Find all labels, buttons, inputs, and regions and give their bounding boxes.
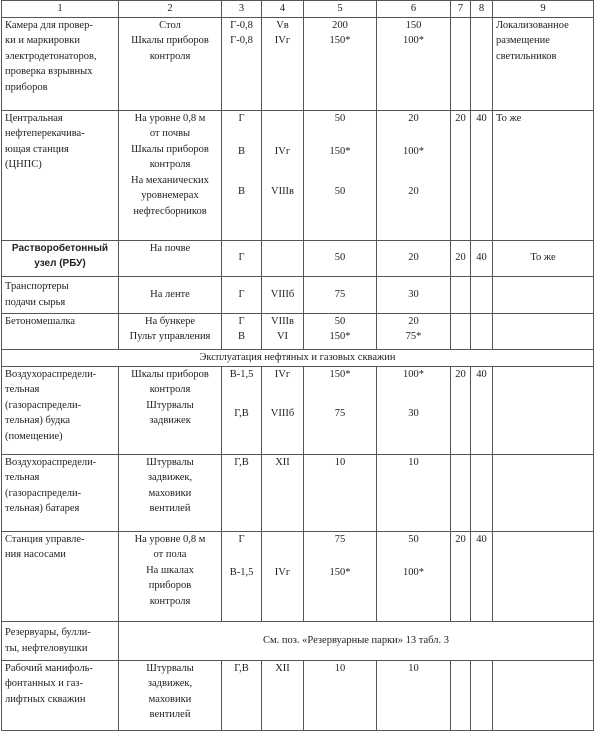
lux-cell: 10 (304, 660, 377, 730)
room-cell: Рабочий манифоль- фонтанных и газ- лифтных скважин (2, 660, 119, 730)
note-cell (493, 313, 594, 349)
table-row (2, 660, 594, 730)
col7-cell (451, 454, 471, 531)
category-cell: VIIIв VI (262, 313, 304, 349)
lux2-cell: 50 100* (377, 531, 451, 621)
surface-cell: Штурвалы задвижек, маховики вентилей (119, 454, 222, 531)
plane-cell: Г (222, 240, 262, 276)
plane-cell: Г-0,8 Г-0,8 (222, 17, 262, 110)
surface-cell: На почве (119, 240, 222, 276)
category-cell: IVг (262, 531, 304, 621)
table-row (2, 110, 594, 240)
lux2-cell: 100* 30 (377, 366, 451, 454)
surface-cell: На уровне 0,8 м от почвы Шкалы приборов контроля На механических уровнемерах нефтесборников (119, 110, 222, 240)
col7-cell (451, 313, 471, 349)
table-row (2, 240, 594, 276)
surface-cell: Стол Шкалы приборов контроля (119, 17, 222, 110)
room-cell: Камера для провер- ки и маркировки электродетонаторов, проверка взрывных приборов (2, 17, 119, 110)
plane-cell: Г В (222, 313, 262, 349)
plane-cell: Г,В (222, 454, 262, 531)
room-cell: Растворобетонный узел (РБУ) (2, 240, 119, 276)
note-cell (493, 276, 594, 313)
table-row (2, 621, 594, 660)
surface-cell: На ленте (119, 276, 222, 313)
note-cell (493, 454, 594, 531)
note-cell (493, 660, 594, 730)
category-cell: Vв IVг (262, 17, 304, 110)
header-cell: 5 (304, 1, 377, 18)
category-cell: IVг VIIIв (262, 110, 304, 240)
note-cell (493, 366, 594, 454)
header-cell: 6 (377, 1, 451, 18)
surface-cell: На уровне 0,8 м от пола На шкалах приборов контроля (119, 531, 222, 621)
table-row (2, 276, 594, 313)
lux2-cell: 10 (377, 660, 451, 730)
section-row (2, 349, 594, 366)
col7-cell (451, 660, 471, 730)
room-cell: Станция управле- ния насосами (2, 531, 119, 621)
col7-cell: 20 (451, 110, 471, 240)
lux2-cell: 20 (377, 240, 451, 276)
lux2-cell: 20 100* 20 (377, 110, 451, 240)
plane-cell: Г,В (222, 660, 262, 730)
col7-cell (451, 17, 471, 110)
header-row (2, 1, 594, 18)
header-cell: 8 (471, 1, 493, 18)
table-row (2, 366, 594, 454)
col8-cell: 40 (471, 531, 493, 621)
header-cell: 3 (222, 1, 262, 18)
plane-cell: Г (222, 276, 262, 313)
section-title: Эксплуатация нефтяных и газовых скважин (2, 349, 594, 366)
col7-cell (451, 276, 471, 313)
table-row (2, 313, 594, 349)
room-cell: Воздухораспредели- тельная (газораспредели- тельная) будка (помещение) (2, 366, 119, 454)
lux2-cell: 30 (377, 276, 451, 313)
lux-cell: 75 (304, 276, 377, 313)
room-cell: Бетономешалка (2, 313, 119, 349)
col8-cell (471, 276, 493, 313)
col8-cell (471, 313, 493, 349)
col8-cell: 40 (471, 366, 493, 454)
room-cell: Транспортеры подачи сырья (2, 276, 119, 313)
header-cell: 2 (119, 1, 222, 18)
col7-cell: 20 (451, 531, 471, 621)
col8-cell (471, 17, 493, 110)
lux-cell: 150* 75 (304, 366, 377, 454)
table-row (2, 17, 594, 110)
norms-table (1, 0, 594, 731)
table-row (2, 531, 594, 621)
header-cell: 4 (262, 1, 304, 18)
lux2-cell: 150 100* (377, 17, 451, 110)
note-cell: Локализованное размещение светильников (493, 17, 594, 110)
lux-cell: 75 150* (304, 531, 377, 621)
lux-cell: 50 (304, 240, 377, 276)
room-cell: Воздухораспредели- тельная (газораспредели- тельная) батарея (2, 454, 119, 531)
col7-cell: 20 (451, 366, 471, 454)
lux-cell: 50 150* 50 (304, 110, 377, 240)
note-cell: То же (493, 110, 594, 240)
category-cell: XII (262, 660, 304, 730)
room-cell: Центральная нефтеперекачива- ющая станция (ЦНПС) (2, 110, 119, 240)
col8-cell (471, 660, 493, 730)
category-cell (262, 240, 304, 276)
table-row (2, 454, 594, 531)
surface-cell: Шкалы приборов контроля Штурвалы задвижек (119, 366, 222, 454)
reference-cell: См. поз. «Резервуарные парки» 13 табл. 3 (119, 621, 594, 660)
plane-cell: Г В В (222, 110, 262, 240)
surface-cell: Штурвалы задвижек, маховики вентилей (119, 660, 222, 730)
header-cell: 7 (451, 1, 471, 18)
surface-cell: На бункере Пульт управления (119, 313, 222, 349)
room-cell: Резервуары, булли- ты, нефтеловушки (2, 621, 119, 660)
lux-cell: 50 150* (304, 313, 377, 349)
lux2-cell: 20 75* (377, 313, 451, 349)
lux2-cell: 10 (377, 454, 451, 531)
col8-cell: 40 (471, 240, 493, 276)
note-cell (493, 531, 594, 621)
col8-cell: 40 (471, 110, 493, 240)
col7-cell: 20 (451, 240, 471, 276)
category-cell: IVг VIIIб (262, 366, 304, 454)
header-cell: 1 (2, 1, 119, 18)
col8-cell (471, 454, 493, 531)
plane-cell: Г В-1,5 (222, 531, 262, 621)
category-cell: XII (262, 454, 304, 531)
header-cell: 9 (493, 1, 594, 18)
lux-cell: 200 150* (304, 17, 377, 110)
lux-cell: 10 (304, 454, 377, 531)
plane-cell: В-1,5 Г,В (222, 366, 262, 454)
category-cell: VIIIб (262, 276, 304, 313)
note-cell: То же (493, 240, 594, 276)
